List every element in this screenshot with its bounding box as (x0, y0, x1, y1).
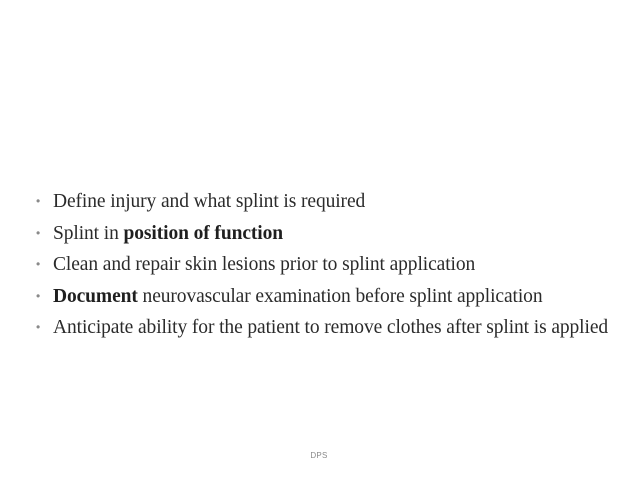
bullet-item-document-exam (36, 283, 626, 310)
bullet-text: Splint in (53, 222, 124, 244)
bullet-icon: • (36, 288, 41, 303)
bullet-item-anticipate-clothes (36, 314, 626, 341)
bullet-list (36, 188, 626, 346)
bullet-icon: • (36, 194, 41, 208)
footer-label: DPS (310, 451, 328, 460)
bullet-icon: • (36, 320, 41, 335)
bullet-icon: • (36, 225, 41, 240)
bullet-text: Anticipate ability for the patient to remove clothes after splint is applied (53, 317, 609, 339)
bullet-text: neurovascular examination before splint application (137, 285, 543, 307)
bullet-icon: • (36, 257, 41, 272)
bullet-text: Define injury and what splint is required (53, 191, 366, 212)
bullet-item-clean-repair (36, 251, 626, 278)
bullet-bold-text: Document (53, 285, 138, 307)
bullet-text: Clean and repair skin lesions prior to splint application (53, 254, 476, 276)
bullet-item-define-injury (36, 188, 626, 215)
bullet-bold-text: position of function (123, 222, 283, 244)
bullet-item-position-of-function (36, 220, 626, 247)
